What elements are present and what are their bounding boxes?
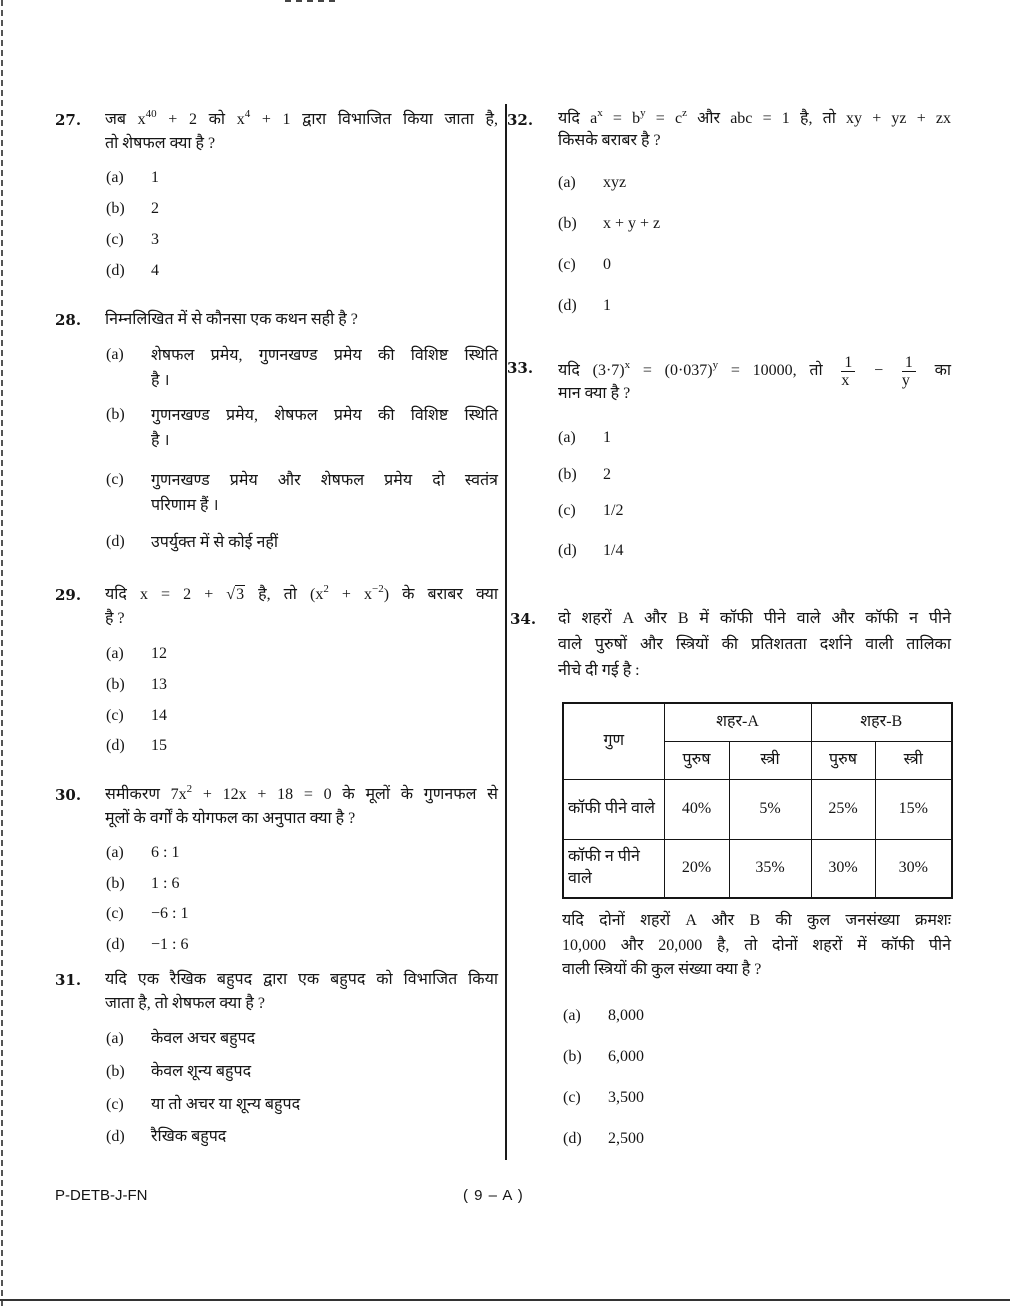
option-a <box>106 642 498 666</box>
option-text: xyz <box>603 174 627 191</box>
exponent: 2 <box>323 583 329 595</box>
option-label: (d) <box>558 542 577 559</box>
stem-text: = 10000, तो <box>718 362 836 380</box>
option-text: 1 <box>603 297 611 314</box>
question-number: 32. <box>507 111 534 129</box>
option-label: (c) <box>106 905 124 922</box>
option-label: (c) <box>563 1089 581 1106</box>
option-label: (a) <box>106 844 124 861</box>
question-stem <box>105 308 498 332</box>
option-b <box>106 197 498 221</box>
question-number: 31. <box>55 971 82 989</box>
option-text: 3,500 <box>608 1089 644 1106</box>
option-text: −6 : 1 <box>151 905 189 922</box>
scan-left-edge <box>1 0 3 1306</box>
option-b <box>558 463 950 487</box>
option-label: (a) <box>558 174 576 191</box>
option-text-line: परिणाम हैं । <box>151 497 219 514</box>
exponent: y <box>712 359 719 372</box>
option-d <box>106 933 498 957</box>
exponent: x <box>624 359 631 372</box>
stem-text: मूलों के वर्गों के योगफल का अनुपात क्या है ? <box>105 810 356 827</box>
stem-line <box>558 658 951 684</box>
question-stem <box>558 606 951 684</box>
option-label: (a) <box>106 1030 124 1047</box>
table-cell: 20% <box>664 839 729 898</box>
stem-line <box>105 308 498 332</box>
option-c <box>558 253 950 277</box>
question-stem <box>558 108 951 152</box>
fraction-numerator: 1 <box>841 354 855 372</box>
option-d <box>106 530 498 554</box>
scan-bottom-line <box>0 1299 1010 1301</box>
question-number: 30. <box>55 786 82 804</box>
option-text: 4 <box>151 262 159 279</box>
option-label: (c) <box>558 256 576 273</box>
stem-text: यदि एक रैखिक बहुपद द्वारा एक बहुपद को विभाजित किया <box>105 971 498 988</box>
option-d <box>106 259 498 283</box>
stem-text: नीचे दी गई है : <box>558 662 640 679</box>
fraction-numerator: 1 <box>902 354 916 372</box>
stem-text: दो शहरों A और B में कॉफी पीने वाले और कॉफी न पीने <box>558 610 951 627</box>
option-label: (b) <box>106 406 125 423</box>
option-text-line: है । <box>151 372 170 389</box>
option-label: (a) <box>106 169 124 186</box>
option-text-line: गुणनखण्ड प्रमेय, शेषफल प्रमेय की विशिष्ट स्थिति <box>151 407 498 424</box>
option-label: (b) <box>106 676 125 693</box>
option-label: (a) <box>563 1007 581 1024</box>
stem-text: = (0·037) <box>630 362 713 380</box>
question-stem <box>105 968 498 1016</box>
stem-text: − <box>861 362 896 380</box>
option-b <box>563 1045 955 1069</box>
stem-text: + 12x + 18 = 0 के मूलों के गुणनफल से <box>192 786 498 803</box>
option-text: 1/2 <box>603 502 624 519</box>
option-text-line: उपर्युक्त में से कोई नहीं <box>151 534 279 551</box>
exponent: 2 <box>186 783 193 795</box>
option-label: (d) <box>106 262 125 279</box>
option-text: 2 <box>151 200 159 217</box>
scan-top-marks <box>285 0 335 2</box>
option-text-line: शेषफल प्रमेय, गुणनखण्ड प्रमेय की विशिष्ट स्थिति <box>151 347 498 364</box>
stem-text: है ? <box>105 610 125 627</box>
option-label: (d) <box>558 297 577 314</box>
option-label: (c) <box>106 707 124 724</box>
table-cell: 15% <box>875 779 952 839</box>
option-label: (d) <box>563 1130 582 1147</box>
option-label: (b) <box>558 466 577 483</box>
option-text <box>151 468 498 518</box>
stem-line <box>105 807 498 831</box>
option-c <box>106 228 498 252</box>
stem-text: जाता है, तो शेषफल क्या है ? <box>105 995 265 1012</box>
fraction-denominator: x <box>841 372 850 389</box>
stem-text: वाले पुरुषों और स्त्रियों की प्रतिशतता दर्शाने वाली तालिका <box>558 636 951 653</box>
stem-line <box>105 968 498 992</box>
stem-line <box>105 583 498 607</box>
stem-line <box>105 992 498 1016</box>
option-text <box>151 403 498 453</box>
option-d <box>106 1125 498 1149</box>
question-number: 29. <box>55 586 82 604</box>
option-label: (a) <box>106 645 124 662</box>
option-text <box>151 343 498 393</box>
option-c <box>563 1086 955 1110</box>
option-text: या तो अचर या शून्य बहुपद <box>151 1096 301 1113</box>
table-gender-header: स्त्री <box>875 741 952 779</box>
option-text <box>151 530 498 555</box>
option-text: 2,500 <box>608 1130 644 1147</box>
table-gender-header: पुरुष <box>664 741 729 779</box>
exponent: −2 <box>372 583 384 595</box>
option-text: 15 <box>151 737 167 754</box>
followup-line: वाली स्त्रियों की कुल संख्या क्या है ? <box>562 961 762 978</box>
stem-text: किसके बराबर है ? <box>558 132 661 149</box>
option-text: केवल अचर बहुपद <box>151 1030 256 1047</box>
option-label: (b) <box>558 215 577 232</box>
option-d <box>563 1127 955 1151</box>
option-b <box>106 872 498 896</box>
option-a <box>558 171 950 195</box>
column-divider <box>505 104 507 1160</box>
stem-line <box>105 108 498 132</box>
option-text: 1/4 <box>603 542 624 559</box>
followup-line: यदि दोनों शहरों A और B की कुल जनसंख्या क्रमशः <box>562 912 951 929</box>
followup-line: 10,000 और 20,000 है, तो दोनों शहरों में कॉफी पीने <box>562 936 951 954</box>
stem-text: जब x <box>105 111 146 128</box>
option-text: 14 <box>151 707 167 724</box>
option-a <box>106 841 498 865</box>
option-label: (c) <box>558 502 576 519</box>
exponent: x <box>597 107 603 119</box>
stem-text: + x <box>328 586 372 603</box>
table-cell: 5% <box>729 779 811 839</box>
stem-text: + 1 द्वारा विभाजित किया जाता है, <box>250 111 498 128</box>
table-cell: 35% <box>729 839 811 898</box>
option-text: 1 <box>603 429 611 446</box>
exponent: y <box>640 107 646 119</box>
option-b <box>558 212 950 236</box>
page-number: ( 9 – A ) <box>463 1187 524 1204</box>
question-number: 33. <box>507 359 534 377</box>
option-label: (d) <box>106 936 125 953</box>
option-c <box>558 499 950 523</box>
table-gender-header: स्त्री <box>729 741 811 779</box>
stem-text: यदि a <box>558 110 598 127</box>
exponent: z <box>682 107 687 119</box>
table-cell: 30% <box>811 839 875 898</box>
option-d <box>558 294 950 318</box>
question-number: 28. <box>55 311 82 329</box>
question-stem <box>105 108 498 156</box>
stem-line <box>558 382 951 406</box>
stem-text: मान क्या है ? <box>558 385 631 402</box>
question-stem <box>105 783 498 831</box>
table-cell: 40% <box>664 779 729 839</box>
option-text: 6,000 <box>608 1048 644 1065</box>
option-label: (b) <box>106 875 125 892</box>
stem-text: निम्नलिखित में से कौनसा एक कथन सही है ? <box>105 311 358 328</box>
option-c <box>106 902 498 926</box>
option-b <box>106 673 498 697</box>
stem-text: का <box>921 362 952 380</box>
stem-line <box>105 607 498 631</box>
table-row-label: कॉफी न पीने वाले <box>563 839 664 898</box>
table-cell: 30% <box>875 839 952 898</box>
option-label: (c) <box>106 1096 124 1113</box>
option-text: 0 <box>603 256 611 273</box>
question-number: 27. <box>55 111 82 129</box>
option-a <box>106 1027 498 1051</box>
option-text-line: गुणनखण्ड प्रमेय और शेषफल प्रमेय दो स्वतंत्र <box>151 472 498 489</box>
stem-line <box>558 354 952 389</box>
option-label: (b) <box>106 1063 125 1080</box>
option-text: 8,000 <box>608 1007 644 1024</box>
option-text: 12 <box>151 645 167 662</box>
option-text: 2 <box>603 466 611 483</box>
option-c <box>106 1093 498 1117</box>
option-label: (d) <box>106 1128 125 1145</box>
option-b <box>106 403 498 449</box>
option-label: (b) <box>563 1048 582 1065</box>
question-number: 34. <box>510 610 537 628</box>
option-text: 1 <box>151 169 159 186</box>
table-row <box>563 839 952 898</box>
option-a <box>563 1004 955 1028</box>
option-c <box>106 704 498 728</box>
option-text: 1 : 6 <box>151 875 180 892</box>
radicand: 3 <box>236 586 245 603</box>
question-stem <box>105 583 498 631</box>
stem-line <box>105 132 498 156</box>
table-attribute-header: गुण <box>563 703 664 779</box>
stem-line <box>558 130 951 152</box>
stem-text: और abc = 1 है, तो xy + yz + zx <box>686 110 952 127</box>
option-a <box>106 343 498 389</box>
option-text: 13 <box>151 676 167 693</box>
fraction-denominator: y <box>901 372 910 389</box>
option-text-line: है । <box>151 432 170 449</box>
exponent: 40 <box>145 108 157 120</box>
stem-text: यदि x = 2 + √ <box>105 586 236 603</box>
stem-text: = c <box>645 110 683 127</box>
option-text: 6 : 1 <box>151 844 180 861</box>
table-gender-header: पुरुष <box>811 741 875 779</box>
option-label: (c) <box>106 471 124 488</box>
option-a <box>558 426 950 450</box>
stem-line <box>558 108 951 130</box>
table-city-a-header: शहर-A <box>664 703 811 741</box>
table-city-b-header: शहर-B <box>811 703 952 741</box>
option-d <box>558 539 950 563</box>
stem-text: समीकरण 7x <box>105 786 187 803</box>
stem-line <box>558 606 951 632</box>
stem-text: है, तो (x <box>245 586 324 603</box>
option-text: x + y + z <box>603 215 661 232</box>
question-followup <box>562 909 951 983</box>
option-label: (d) <box>106 737 125 754</box>
stem-line <box>105 783 498 807</box>
stem-text: = b <box>602 110 641 127</box>
stem-text: यदि (3·7) <box>558 362 625 380</box>
stem-line <box>558 632 951 658</box>
table-row <box>563 779 952 839</box>
table-row-label: कॉफी पीने वाले <box>563 779 664 839</box>
option-text: −1 : 6 <box>151 936 189 953</box>
exponent: 4 <box>244 108 251 120</box>
table-cell: 25% <box>811 779 875 839</box>
option-label: (d) <box>106 533 125 550</box>
option-label: (b) <box>106 200 125 217</box>
coffee-table-wrapper <box>562 702 953 899</box>
coffee-percentage-table <box>562 702 953 899</box>
option-c <box>106 468 498 514</box>
booklet-code: P-DETB-J-FN <box>55 1187 148 1204</box>
stem-text: + 2 को x <box>156 111 245 128</box>
option-label: (a) <box>558 429 576 446</box>
option-text: 3 <box>151 231 159 248</box>
option-a <box>106 166 498 190</box>
option-text: केवल शून्य बहुपद <box>151 1063 252 1080</box>
option-text: रैखिक बहुपद <box>151 1128 227 1145</box>
stem-text: तो शेषफल क्या है ? <box>105 135 216 152</box>
option-d <box>106 734 498 758</box>
option-label: (a) <box>106 346 124 363</box>
stem-text: ) के बराबर क्या <box>383 586 499 603</box>
option-b <box>106 1060 498 1084</box>
option-label: (c) <box>106 231 124 248</box>
